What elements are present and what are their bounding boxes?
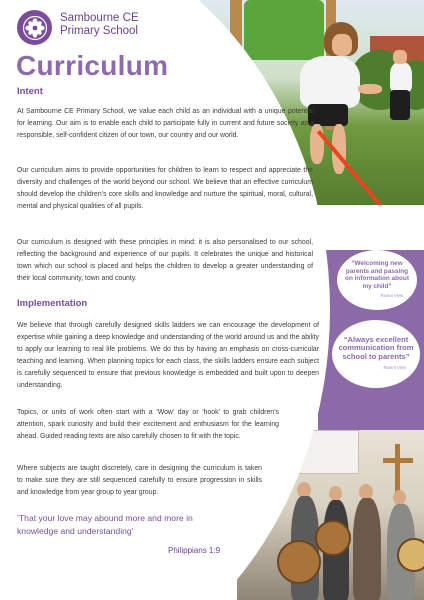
scripture-verse: ‘That your love may abound more and more in knowledge and understanding’ xyxy=(17,513,193,536)
testimonial-bubble xyxy=(332,320,420,388)
testimonial-bubble xyxy=(337,250,417,310)
page-title: Curriculum xyxy=(16,50,169,81)
implementation-paragraph-2: Topics, or units of work often start with a ‘Wow’ day or ‘hook’ to grab children’s attention, spark curiosity and build their excitement and enthusiasm for the learning ahead. Guided reading texts are also carefully chosen to fit with the topic. xyxy=(17,409,279,440)
implementation-paragraph-1: We believe that through carefully designed skills ladders we can encourage the development of expertise while gaining a deep knowledge and understanding of the world around us and the ability to apply our learning to real life problems. We do this by having an emphasis on cross-curricular teaching and learning. When planning topics for each class, the skills ladders ensure each subject is carefully sequenced to ensure that previous knowledge is embedded and built upon to deepen understanding. xyxy=(17,322,319,389)
intent-paragraph-3: Our curriculum is designed with these principles in mind: it is also personalised to our school, reflecting the background and experience of our pupils. It celebrates the unique and historical town which our school is placed and helps the children to develop a greater understanding of their local community, town and county. xyxy=(17,239,313,282)
testimonial-text: “Welcoming new parents and passing on information about my child” xyxy=(345,260,409,290)
intent-paragraph-2: Our curriculum aims to provide opportunities for children to learn to respect and appreciate the diversity and challenges of the world beyond our school. We believe that an effective curriculum should develop the children’s core skills and knowledge and nurture the spiritual, moral, cultural, mental and physical qualities of all pupils. xyxy=(17,167,313,210)
implementation-heading: Implementation xyxy=(17,298,88,309)
testimonial-attribution: Parent View xyxy=(383,364,406,370)
implementation-paragraph-3: Where subjects are taught discretely, care in designing the curriculum is taken to make sure they are still sequenced carefully to ensure progression in skills and knowledge from year group to year group. xyxy=(17,465,262,496)
scripture-reference: Philippians 1:9 xyxy=(168,546,221,555)
testimonial-text: “Always excellent communication from school to parents” xyxy=(338,334,414,361)
intent-paragraph-1: At Sambourne CE Primary School, we value each child as an individual with a unique potential for learning. Our aim is to enable each child to participate fully in current and future society as a responsible, self-confident citizen of our town, our country and our world. xyxy=(17,108,314,139)
testimonial-attribution: Parent View xyxy=(380,293,403,299)
school-crest-icon xyxy=(17,10,52,45)
intent-heading: Intent xyxy=(17,86,43,97)
school-name-line1: Sambourne CE xyxy=(60,12,139,24)
school-name xyxy=(60,12,200,38)
school-name-line2: Primary School xyxy=(60,25,138,37)
